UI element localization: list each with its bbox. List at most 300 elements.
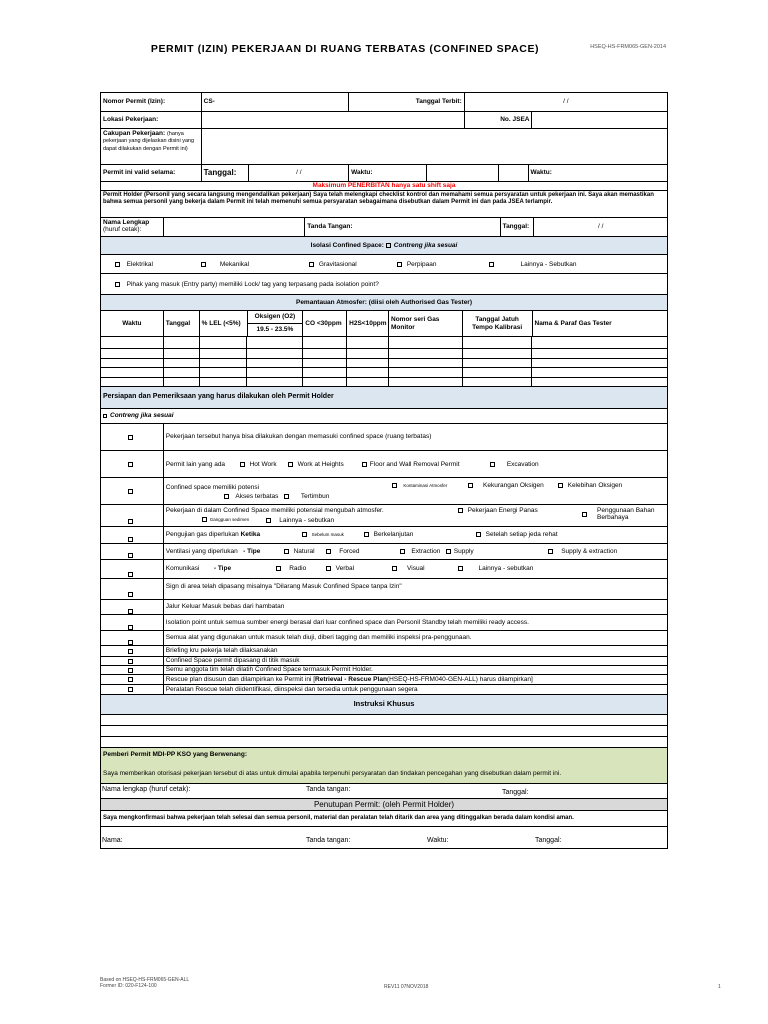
atmosfer-cell[interactable] bbox=[462, 378, 532, 386]
atmosfer-cell[interactable] bbox=[346, 337, 388, 348]
cakupan-field[interactable] bbox=[201, 129, 667, 164]
atmosfer-cell[interactable] bbox=[462, 337, 532, 348]
lock-question[interactable] bbox=[115, 281, 379, 288]
persiapan-row-7 bbox=[101, 559, 667, 578]
holder-ttd-label: Tanda Tangan: bbox=[304, 218, 499, 236]
checkbox-icon bbox=[558, 483, 563, 488]
contreng-note-cell bbox=[101, 409, 667, 423]
checkbox-cell[interactable] bbox=[101, 675, 163, 684]
atmosfer-cell[interactable] bbox=[163, 378, 199, 386]
checkbox-cell[interactable] bbox=[101, 579, 163, 599]
atmosfer-col-nama: Nama & Paraf Gas Tester bbox=[532, 311, 668, 336]
persiapan-row-1 bbox=[101, 423, 667, 450]
atmosfer-cell[interactable] bbox=[388, 368, 462, 377]
atmosfer-cell[interactable] bbox=[101, 359, 163, 367]
atmosfer-cell[interactable] bbox=[246, 359, 302, 367]
atmosfer-cell[interactable] bbox=[199, 337, 247, 348]
opt-kekurangan-oksigen[interactable] bbox=[468, 482, 544, 489]
atmosfer-cell[interactable] bbox=[531, 349, 667, 358]
atmosfer-cell[interactable] bbox=[302, 368, 346, 377]
holder-nama-field[interactable] bbox=[163, 218, 305, 236]
opt-label: Verbal bbox=[335, 565, 355, 572]
checkbox-icon bbox=[128, 677, 133, 682]
atmosfer-cell[interactable] bbox=[346, 349, 388, 358]
opt-label: Excavation bbox=[506, 461, 539, 468]
lock-question-label: Pihak yang masuk (Entry party) memiliki Lock/ tag yang terpasang pada isolation point? bbox=[126, 281, 379, 288]
rescue-text-a: Rescue plan disusun dan dilampirkan ke Permit ini [ bbox=[165, 675, 316, 683]
persiapan-row-12 bbox=[101, 645, 667, 656]
atmosfer-row bbox=[101, 336, 667, 348]
opt-lainnya-sebutkan[interactable] bbox=[266, 517, 334, 524]
opt-label: Tertimbun bbox=[300, 493, 330, 500]
instruksi-title-row bbox=[101, 694, 667, 714]
checkbox-icon bbox=[128, 609, 133, 614]
checkbox-icon bbox=[288, 462, 293, 467]
atmosfer-cell[interactable] bbox=[199, 349, 247, 358]
opt-label: Gangguan sedimen bbox=[209, 517, 250, 522]
persiapan-row-8 bbox=[101, 578, 667, 599]
opt-label: Hot Work bbox=[249, 461, 277, 468]
atmosfer-col-serial: Nomor seri Gas Monitor bbox=[388, 311, 462, 336]
opt-setelah-jeda[interactable] bbox=[476, 531, 558, 538]
instruksi-line-3[interactable] bbox=[101, 736, 667, 747]
rescue-text-c: (HSEQ-HS-FRM040-GEN-ALL) harus dilampirkan] bbox=[386, 675, 533, 683]
checkbox-icon bbox=[458, 566, 463, 571]
penutupan-waktu-label: Waktu: bbox=[427, 837, 449, 844]
isolasi-opt-elektrikal[interactable] bbox=[115, 261, 153, 268]
atmosfer-cell[interactable] bbox=[346, 378, 388, 386]
komunikasi-text: Komunikasi bbox=[165, 565, 200, 572]
contreng-note: Contreng jika sesuai bbox=[110, 412, 174, 420]
checkbox-icon bbox=[128, 572, 133, 577]
opt-komunikasi-lainnya[interactable] bbox=[458, 565, 534, 572]
ventilasi-text: Ventilasi yang diperlukan bbox=[165, 548, 238, 555]
atmosfer-cell[interactable] bbox=[462, 349, 532, 358]
opt-label: Forced bbox=[339, 548, 360, 555]
checkbox-cell[interactable] bbox=[101, 685, 163, 694]
form-title: PERMIT (IZIN) PEKERJAAN DI RUANG TERBATAS (CONFINED SPACE) bbox=[150, 43, 540, 55]
checkbox-cell[interactable] bbox=[101, 478, 163, 504]
checkbox-icon bbox=[362, 462, 367, 467]
atmosfer-cell[interactable] bbox=[302, 378, 346, 386]
checkbox-icon bbox=[128, 553, 133, 558]
nomor-field[interactable]: CS- bbox=[201, 93, 348, 111]
opt-hot-work[interactable] bbox=[240, 461, 277, 468]
atmosfer-cell[interactable] bbox=[101, 349, 163, 358]
pemberi-section bbox=[101, 747, 667, 783]
holder-nama-sub: (huruf cetak): bbox=[103, 226, 142, 234]
cakupan-label: Cakupan Pekerjaan: bbox=[103, 130, 166, 137]
atmosfer-cell[interactable] bbox=[531, 359, 667, 367]
atmosfer-cell[interactable] bbox=[246, 349, 302, 358]
checkbox-icon bbox=[128, 668, 133, 673]
opt-berkelanjutan[interactable] bbox=[364, 531, 414, 538]
opt-visual[interactable] bbox=[392, 565, 425, 572]
checkbox-icon bbox=[548, 549, 553, 554]
potensi-label: Confined space memiliki potensi bbox=[165, 484, 260, 491]
pemberi-ttd-label: Tanda tangan: bbox=[306, 786, 351, 793]
pemberi-sign-row bbox=[101, 783, 667, 798]
persiapan-cell-3 bbox=[163, 478, 667, 504]
checkbox-icon bbox=[115, 282, 120, 287]
opt-sebelum-masuk[interactable] bbox=[302, 531, 344, 538]
atmosfer-cell[interactable] bbox=[462, 359, 532, 367]
isolasi-note: Contreng jika sesuai bbox=[393, 241, 458, 249]
persiapan-row-14 bbox=[101, 665, 667, 674]
pemberi-statement: Saya memberikan otorisasi pekerjaan tersebut di atas untuk dimulai apabila terpenuhi persyaratan dan tindakan pencegahan yang disebutkan dalam permit ini. bbox=[103, 770, 562, 777]
persiapan-row-2 bbox=[101, 450, 667, 477]
jsea-label: No. JSEA bbox=[464, 112, 532, 128]
checkbox-cell[interactable] bbox=[101, 560, 163, 578]
lock-question-row bbox=[101, 273, 667, 294]
atmosfer-cell[interactable] bbox=[531, 368, 667, 377]
opt-akses-terbatas[interactable] bbox=[224, 493, 279, 500]
opt-radio[interactable] bbox=[276, 565, 306, 572]
persiapan-text-14: Semu anggota tim telah dilatih Confined Space termasuk Permit Holder. bbox=[163, 666, 667, 674]
tanggal-terbit-field[interactable]: / / bbox=[464, 93, 667, 111]
persiapan-title-row bbox=[101, 386, 667, 408]
checkbox-icon bbox=[364, 532, 369, 537]
opt-bahan-berbahaya[interactable] bbox=[582, 507, 667, 522]
isolasi-title-row bbox=[101, 236, 667, 254]
checkbox-icon bbox=[392, 483, 397, 488]
opt-gangguan-sedimen[interactable] bbox=[202, 517, 249, 522]
persiapan-text-9: Jalur Keluar Masuk bebas dari hambatan bbox=[163, 600, 667, 614]
atmosfer-cell[interactable] bbox=[388, 337, 462, 348]
opt-label: Supply bbox=[453, 548, 474, 555]
atmosfer-cell[interactable] bbox=[462, 368, 532, 377]
opt-label: Lainnya - sebutkan bbox=[279, 517, 335, 524]
checkbox-icon bbox=[400, 549, 405, 554]
checkbox-icon bbox=[446, 549, 451, 554]
opt-natural[interactable] bbox=[284, 548, 315, 555]
atmosfer-cell[interactable] bbox=[246, 337, 302, 348]
persiapan-cell-6 bbox=[163, 544, 667, 559]
atmosfer-cell[interactable] bbox=[346, 368, 388, 377]
atmosfer-oksigen-label: Oksigen (O2) bbox=[248, 311, 303, 324]
cakupan-label-cell bbox=[101, 129, 201, 164]
isolasi-options-row bbox=[101, 254, 667, 273]
checkbox-icon bbox=[128, 687, 133, 692]
isolasi-title-cell bbox=[101, 237, 667, 254]
opt-label: Pekerjaan Energi Panas bbox=[467, 507, 538, 514]
permit-form bbox=[100, 92, 668, 849]
valid-row bbox=[101, 164, 667, 181]
atmosfer-col-oksigen bbox=[247, 311, 303, 336]
isolasi-opt-perpipaan[interactable] bbox=[397, 261, 436, 268]
isolasi-opt-gravitasional[interactable] bbox=[309, 261, 357, 268]
checkbox-cell[interactable] bbox=[101, 646, 163, 656]
opt-extraction[interactable] bbox=[400, 548, 441, 555]
atmosfer-cell[interactable] bbox=[163, 337, 199, 348]
checkbox-icon bbox=[284, 549, 289, 554]
isolasi-opt-label: Elektrikal bbox=[126, 261, 153, 268]
checkbox-cell[interactable] bbox=[101, 544, 163, 559]
checkbox-cell[interactable] bbox=[101, 505, 163, 526]
checkbox-cell[interactable] bbox=[101, 424, 163, 450]
atmosfer-cell[interactable] bbox=[246, 378, 302, 386]
checkbox-icon bbox=[128, 649, 133, 654]
atmosfer-cell[interactable] bbox=[302, 359, 346, 367]
atmosfer-cell[interactable] bbox=[346, 359, 388, 367]
atmosfer-cell[interactable] bbox=[531, 378, 667, 386]
atmosfer-cell[interactable] bbox=[101, 337, 163, 348]
jsea-field[interactable] bbox=[531, 112, 667, 128]
opt-label: Floor and Wall Removal Permit bbox=[369, 461, 460, 468]
checkbox-icon bbox=[128, 592, 133, 597]
checkbox-icon bbox=[240, 462, 245, 467]
opt-label: Visual bbox=[407, 565, 425, 572]
opt-excavation[interactable] bbox=[490, 461, 539, 468]
opt-label: Kelebihan Oksigen bbox=[567, 482, 623, 489]
opt-work-at-heights[interactable] bbox=[288, 461, 344, 468]
opt-label: Kontaminasi Atmosfer bbox=[403, 483, 448, 489]
pengujian-gas-label bbox=[166, 531, 260, 538]
lokasi-field[interactable] bbox=[201, 112, 464, 128]
checkbox-icon bbox=[128, 640, 133, 645]
checkbox-icon bbox=[128, 659, 133, 664]
opt-energi-panas[interactable] bbox=[458, 507, 538, 514]
checkbox-cell[interactable] bbox=[101, 657, 163, 665]
checkbox-icon bbox=[128, 435, 133, 440]
persiapan-text-12: Briefing kru pekerja telah dilaksanakan bbox=[163, 646, 667, 656]
atmosfer-col-lel: % LEL (<5%) bbox=[199, 311, 247, 336]
valid-label: Permit ini valid selama: bbox=[103, 169, 176, 177]
persiapan-text-16: Peralatan Rescue telah diidentifikasi, diinspeksi dan tersedia untuk penggunaan segera bbox=[163, 685, 667, 694]
opt-verbal[interactable] bbox=[326, 565, 354, 572]
checkbox-icon bbox=[224, 494, 229, 499]
atmosfer-cell[interactable] bbox=[246, 368, 302, 377]
atmosfer-cell[interactable] bbox=[163, 359, 199, 367]
atmosfer-col-co: CO <30ppm bbox=[302, 311, 346, 336]
persiapan-cell-2 bbox=[163, 451, 667, 477]
persiapan-row-15 bbox=[101, 674, 667, 684]
footer-former-id: Former ID: 020-F124-100 bbox=[100, 982, 157, 989]
opt-label: Supply & extraction bbox=[561, 548, 618, 555]
holder-tanggal-field[interactable]: / / bbox=[533, 218, 667, 236]
checkbox-icon bbox=[386, 243, 391, 248]
holder-nama-label: Nama Lengkap bbox=[103, 219, 150, 226]
atmosfer-cell[interactable] bbox=[388, 378, 462, 386]
persiapan-row-5 bbox=[101, 526, 667, 543]
atmosfer-header-row bbox=[101, 310, 667, 336]
persiapan-text-1: Pekerjaan tersebut hanya bisa dilakukan dengan memasuki confined space (ruang terbatas) bbox=[163, 424, 667, 450]
checkbox-icon bbox=[202, 517, 207, 522]
checkbox-icon bbox=[276, 566, 281, 571]
checkbox-icon bbox=[326, 549, 331, 554]
penutupan-title: Penutupan Permit: (oleh Permit Holder) bbox=[313, 799, 455, 809]
checkbox-icon bbox=[397, 262, 402, 267]
atmosfer-cell[interactable] bbox=[199, 359, 247, 367]
checkbox-icon bbox=[115, 262, 120, 267]
penutupan-nama-label: Nama: bbox=[102, 837, 123, 844]
opt-label: Sebelum masuk bbox=[311, 532, 344, 538]
holder-statement-row bbox=[101, 190, 667, 217]
atmosfer-cell[interactable] bbox=[163, 368, 199, 377]
atmosfer-row bbox=[101, 348, 667, 358]
checkbox-icon bbox=[392, 566, 397, 571]
checkbox-icon bbox=[309, 262, 314, 267]
penutupan-tanggal-label: Tanggal: bbox=[535, 837, 562, 844]
persiapan-text-8: Sign di area telah dipasang misalnya "Dilarang Masuk Confined Space tanpa Izin" bbox=[163, 579, 667, 599]
atmosfer-col-waktu: Waktu bbox=[122, 319, 142, 327]
lokasi-label: Lokasi Pekerjaan: bbox=[103, 116, 159, 124]
instruksi-title: Instruksi Khusus bbox=[353, 699, 415, 709]
checkbox-icon bbox=[128, 625, 133, 630]
checkbox-icon bbox=[128, 489, 133, 494]
opt-tertimbun[interactable] bbox=[284, 493, 330, 500]
holder-statement: Permit Holder (Personil yang secara langsung mengendalikan pekerjaan) Saya telah melengkapi checklist kontrol dan memahami semua persyaratan untuk pekerjaan ini. Saya akan memastikan bahwa semua personil yang bekerja dalam Permit ini telah memenuhi semua persyaratan sebagaimana disebutkan dalam Permit ini dan pada JSEA terlampir. bbox=[103, 192, 654, 206]
atmosfer-cell[interactable] bbox=[163, 349, 199, 358]
rescue-text-b: Retrieval - Rescue Plan bbox=[315, 675, 387, 683]
checkbox-icon bbox=[476, 532, 481, 537]
footer-based-on bbox=[100, 978, 189, 990]
checkbox-icon bbox=[103, 414, 107, 418]
persiapan-row-11 bbox=[101, 630, 667, 645]
persiapan-row-3 bbox=[101, 477, 667, 504]
valid-waktu-field[interactable] bbox=[426, 165, 498, 181]
isolasi-opt-label: Gravitasional bbox=[318, 261, 357, 268]
checkbox-icon bbox=[458, 508, 463, 513]
persiapan-text-11: Semua alat yang digunakan untuk masuk telah diuji, diberi tagging dan memiliki inspeksi pra-penggunaan. bbox=[163, 631, 667, 645]
checkbox-icon bbox=[326, 566, 331, 571]
max-shift-note: Maksimum PENERBITAN hanya satu shift saja bbox=[312, 182, 456, 190]
isolasi-opt-label: Mekanikal bbox=[219, 261, 250, 268]
opt-floor-wall[interactable] bbox=[362, 461, 460, 468]
checkbox-cell[interactable] bbox=[101, 600, 163, 614]
checkbox-icon bbox=[128, 462, 133, 467]
persiapan-title: Persiapan dan Pemeriksaan yang harus dilakukan oleh Permit Holder bbox=[103, 393, 334, 401]
persiapan-cell-5 bbox=[163, 527, 667, 543]
opt-label: Lainnya - sebutkan bbox=[478, 565, 534, 572]
valid-waktu2-label: Waktu: bbox=[528, 165, 668, 181]
checkbox-cell[interactable] bbox=[101, 631, 163, 645]
atmosfer-cell[interactable] bbox=[302, 337, 346, 348]
atmosfer-cell[interactable] bbox=[302, 349, 346, 358]
checkbox-icon bbox=[468, 483, 473, 488]
checkbox-icon bbox=[489, 262, 494, 267]
footer-revision: REV11 07NOV2018 bbox=[384, 984, 429, 990]
pemberi-tanggal-label: Tanggal: bbox=[502, 789, 529, 796]
checkbox-icon bbox=[266, 518, 271, 523]
checkbox-icon bbox=[284, 494, 289, 499]
isolasi-opt-lainnya[interactable] bbox=[489, 261, 577, 268]
opt-label: Extraction bbox=[411, 548, 441, 555]
holder-name-row bbox=[101, 217, 667, 236]
nomor-row bbox=[101, 93, 667, 111]
atmosfer-cell[interactable] bbox=[388, 359, 462, 367]
footer-based-on-text: Based on HSEQ-HS-FRM065-GEN-ALL bbox=[100, 977, 190, 983]
opt-label: Setelah setiap jeda rehat bbox=[485, 531, 558, 538]
checkbox-icon bbox=[490, 462, 495, 467]
checkbox-cell[interactable] bbox=[101, 451, 163, 477]
instruksi-line-2[interactable] bbox=[101, 725, 667, 736]
checkbox-icon bbox=[201, 262, 206, 267]
nomor-label: Nomor Permit (Izin): bbox=[103, 98, 166, 106]
ventilasi-bold: - Tipe bbox=[243, 548, 261, 555]
opt-kelebihan-oksigen[interactable] bbox=[558, 482, 622, 489]
valid-waktu2-field[interactable] bbox=[498, 165, 528, 181]
opt-label: Radio bbox=[289, 565, 307, 572]
permit-lain-label: Permit lain yang ada bbox=[165, 461, 226, 468]
isolasi-opt-mekanikal[interactable] bbox=[201, 261, 249, 268]
checkbox-cell[interactable] bbox=[101, 527, 163, 543]
persiapan-row-16 bbox=[101, 684, 667, 694]
persiapan-cell-4 bbox=[163, 505, 667, 526]
holder-tanggal-label: Tanggal: bbox=[500, 218, 534, 236]
opt-supply-extraction[interactable] bbox=[548, 548, 617, 555]
atmosfer-rows bbox=[101, 336, 667, 386]
penutupan-ttd-label: Tanda tangan: bbox=[306, 837, 351, 844]
checkbox-icon bbox=[302, 532, 307, 537]
atmosfer-cell[interactable] bbox=[199, 368, 247, 377]
checkbox-icon bbox=[582, 512, 587, 517]
opt-label: Akses terbatas bbox=[235, 493, 279, 500]
opt-kontaminasi[interactable] bbox=[392, 482, 447, 489]
instruksi-line-1[interactable] bbox=[101, 714, 667, 725]
isolasi-title: Isolasi Confined Space: bbox=[310, 241, 384, 249]
penutupan-statement: Saya mengkonfirmasi bahwa pekerjaan telah selesai dan semua personil, material dan peralatan telah ditarik dan area yang ditinggalkan berada dalam kondisi aman. bbox=[103, 815, 574, 822]
persiapan-row-6 bbox=[101, 543, 667, 559]
komunikasi-bold: - Tipe bbox=[213, 565, 232, 572]
isolasi-opt-label: Perpipaan bbox=[406, 261, 437, 268]
atmosfer-col-kalibrasi: Tanggal Jatuh Tempo Kalibrasi bbox=[462, 311, 532, 336]
isolasi-opt-label: Lainnya - Sebutkan bbox=[520, 261, 577, 268]
document-id: HSEQ-HS-FRM065-GEN-2014 bbox=[590, 44, 666, 50]
opt-forced[interactable] bbox=[326, 548, 360, 555]
penutupan-statement-row bbox=[101, 810, 667, 826]
penutupan-title-row bbox=[101, 798, 667, 810]
lokasi-row bbox=[101, 111, 667, 128]
valid-waktu-label: Waktu: bbox=[348, 165, 426, 181]
mengubah-atmosfer-label: Pekerjaan di dalam Confined Space memiliki potensial mengubah atmosfer. bbox=[165, 507, 384, 514]
checkbox-icon bbox=[128, 519, 133, 524]
pengujian-gas-text: Pengujian gas diperlukan bbox=[165, 531, 239, 538]
persiapan-row-10 bbox=[101, 614, 667, 630]
opt-label: Berkelanjutan bbox=[373, 531, 414, 538]
opt-supply[interactable] bbox=[446, 548, 474, 555]
checkbox-cell[interactable] bbox=[101, 666, 163, 674]
valid-tanggal-label: Tanggal: bbox=[201, 165, 249, 181]
persiapan-row-13 bbox=[101, 656, 667, 665]
ventilasi-label bbox=[166, 548, 261, 555]
persiapan-cell-7 bbox=[163, 560, 667, 578]
opt-label: Work at Heights bbox=[297, 461, 344, 468]
atmosfer-title-row bbox=[101, 294, 667, 310]
atmosfer-row bbox=[101, 367, 667, 377]
atmosfer-oksigen-range: 19.5 - 23.5% bbox=[256, 326, 294, 334]
atmosfer-title: Pemantauan Atmosfer: (diisi oleh Authorised Gas Tester) bbox=[295, 298, 472, 306]
holder-nama-label-cell bbox=[101, 218, 163, 236]
persiapan-text-15 bbox=[163, 675, 667, 684]
persiapan-text-13: Confined Space permit dipasang di titik masuk bbox=[163, 657, 667, 665]
checkbox-cell[interactable] bbox=[101, 615, 163, 630]
persiapan-text-10: Isolation point untuk semua sumber energi berasal dari luar confined space dan Personil Standby telah memiliki ready access. bbox=[163, 615, 667, 630]
persiapan-row-4 bbox=[101, 504, 667, 526]
komunikasi-label bbox=[166, 565, 231, 572]
atmosfer-cell[interactable] bbox=[101, 368, 163, 377]
max-note-row bbox=[101, 181, 667, 190]
atmosfer-cell[interactable] bbox=[388, 349, 462, 358]
valid-tanggal-field[interactable]: / / bbox=[248, 165, 348, 181]
checkbox-icon bbox=[128, 537, 133, 542]
atmosfer-cell[interactable] bbox=[199, 378, 247, 386]
persiapan-row-9 bbox=[101, 599, 667, 614]
atmosfer-col-tanggal: Tanggal bbox=[163, 311, 199, 336]
atmosfer-cell[interactable] bbox=[101, 378, 163, 386]
atmosfer-cell[interactable] bbox=[531, 337, 667, 348]
penutupan-sign-row bbox=[101, 826, 667, 848]
